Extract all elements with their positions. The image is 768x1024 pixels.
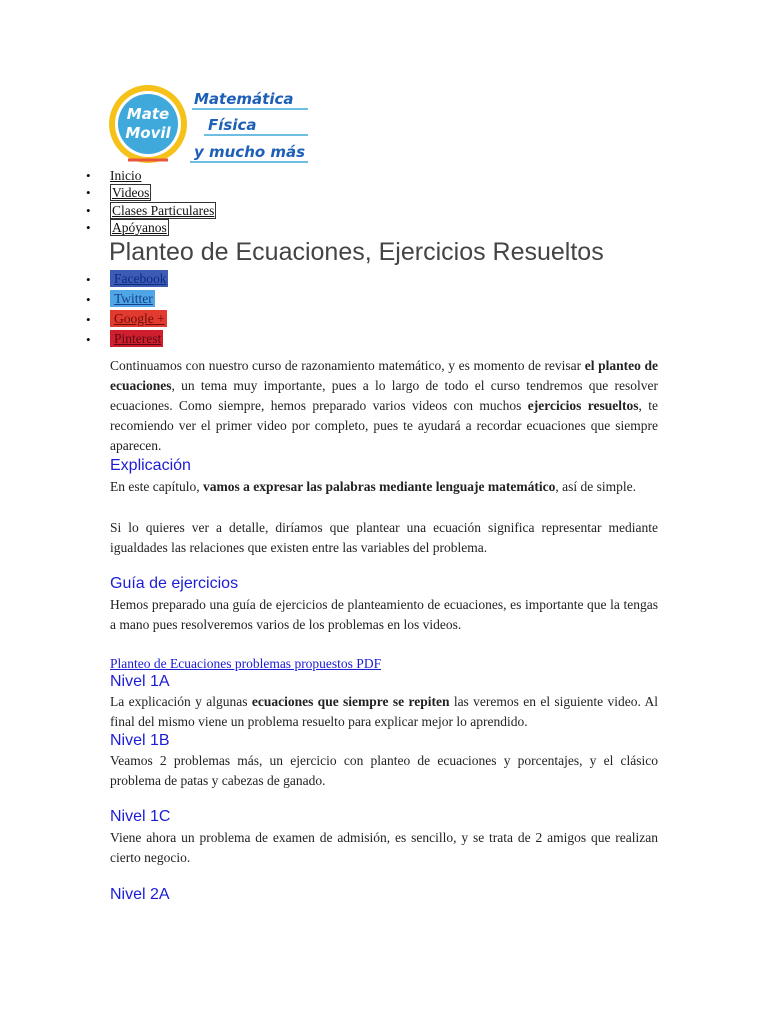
social-share-list xyxy=(110,270,168,350)
nav-link-clases-particulares[interactable]: Clases Particulares xyxy=(112,202,215,218)
nivel-1b-heading: Nivel 1B xyxy=(110,732,170,749)
logo-graphic xyxy=(108,82,314,172)
explicacion-paragraph-2: Si lo quieres ver a detalle, diríamos que plantear una ecuación significa representar mediante igualdades las relaciones que existen entre las variables del problema. xyxy=(110,520,658,555)
guia-heading: Guía de ejercicios xyxy=(110,575,239,592)
logo-tagline-line2: Física xyxy=(208,116,257,134)
logo-tagline-line1: Matemática xyxy=(194,90,294,108)
guia-paragraph: Hemos preparado una guía de ejercicios de planteamiento de ecuaciones, es importante que la tengas a mano pues resolveremos varios de los problemas en los videos. xyxy=(110,597,658,632)
nivel-1a-text-1: La explicación y algunas xyxy=(110,694,252,709)
logo-circle-line1: Mate xyxy=(126,105,170,123)
google-plus-share-button[interactable]: Google + xyxy=(110,310,167,327)
nav-link-videos[interactable]: Videos xyxy=(112,185,150,201)
intro-text-3: , te recomiendo ver el primer video por completo, pues te ayudará a recordar ecuaciones que siempre aparecen. xyxy=(110,398,658,453)
explicacion-heading: Explicación xyxy=(110,457,191,474)
nav-item-inicio xyxy=(110,168,216,185)
nav-link-apoyanos[interactable]: Apóyanos xyxy=(112,219,167,235)
facebook-share-button[interactable]: Facebook xyxy=(110,270,168,287)
explicacion-text-1: En este capítulo, xyxy=(110,479,203,494)
social-item-pinterest xyxy=(110,330,168,350)
pinterest-share-button[interactable]: Pinterest xyxy=(110,330,163,347)
nivel-1a-paragraph xyxy=(110,692,658,732)
explicacion-paragraph-1 xyxy=(110,477,658,497)
social-item-facebook xyxy=(110,270,168,290)
intro-bold-2: ejercicios resueltos xyxy=(527,398,639,413)
site-logo[interactable] xyxy=(108,82,314,172)
nav-item-videos xyxy=(110,185,216,202)
guia-pdf-link[interactable]: Planteo de Ecuaciones problemas propuestos PDF xyxy=(110,656,382,671)
nivel-1b-paragraph: Veamos 2 problemas más, un ejercicio con planteo de ecuaciones y porcentajes, y el clásico problema de patas y cabezas de ganado. xyxy=(110,753,658,788)
explicacion-text-2: , así de simple. xyxy=(555,479,636,494)
nav-item-clases xyxy=(110,203,216,220)
logo-tagline-line3: y mucho más xyxy=(194,143,306,161)
explicacion-bold: vamos a expresar las palabras mediante lenguaje matemático xyxy=(202,479,556,494)
nav-link-inicio[interactable]: Inicio xyxy=(110,168,142,183)
intro-text-2: , un tema muy importante, pues a lo largo de todo el curso tendremos que resolver ecuaciones. Como siempre, hemos preparado varios videos con muchos xyxy=(110,378,658,413)
logo-circle-line2: Movil xyxy=(125,124,171,142)
nivel-1a-bold: ecuaciones que siempre se repiten xyxy=(251,694,450,709)
social-item-google xyxy=(110,310,168,330)
nivel-1a-heading: Nivel 1A xyxy=(110,673,170,690)
social-item-twitter xyxy=(110,290,168,310)
intro-paragraph xyxy=(110,356,658,456)
page-title: Planteo de Ecuaciones, Ejercicios Resueltos xyxy=(109,238,604,266)
nivel-1c-paragraph: Viene ahora un problema de examen de admisión, es sencillo, y se trata de 2 amigos que realizan cierto negocio. xyxy=(110,830,658,865)
nav-item-apoyanos xyxy=(110,220,216,237)
nivel-2a-heading: Nivel 2A xyxy=(110,886,170,903)
nivel-1a-text-2: las veremos en el siguiente video. Al final del mismo viene un problema resuelto para explicar mejor lo aprendido. xyxy=(110,694,658,729)
intro-bold-1: el planteo de ecuaciones xyxy=(110,358,658,393)
main-nav xyxy=(110,168,216,237)
twitter-share-button[interactable]: Twitter xyxy=(110,290,155,307)
nivel-1c-heading: Nivel 1C xyxy=(110,808,171,825)
intro-text-1: Continuamos con nuestro curso de razonamiento matemático, y es momento de revisar xyxy=(110,358,585,373)
